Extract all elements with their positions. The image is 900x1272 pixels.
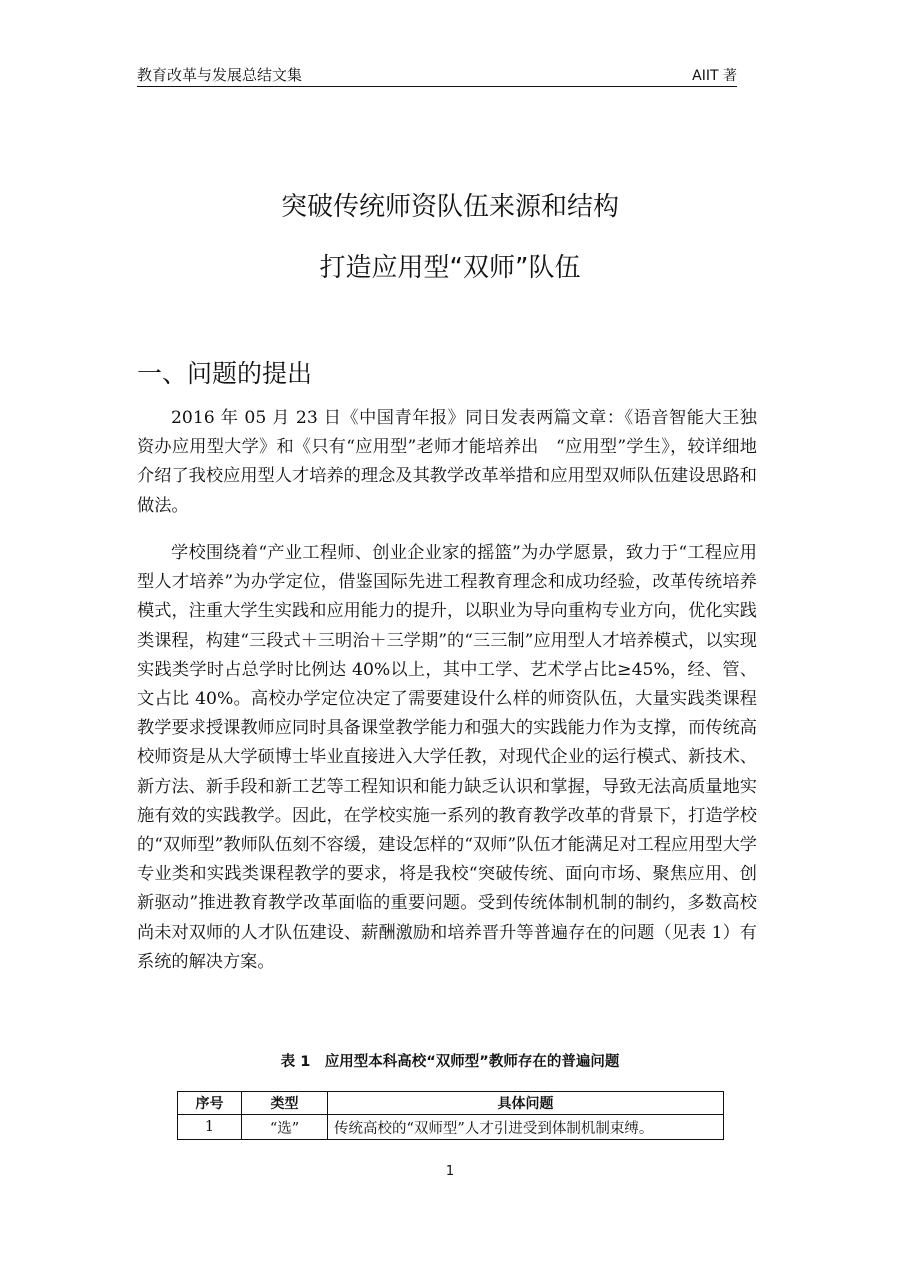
header-author: AIIT 著 bbox=[692, 68, 737, 84]
page-number: 1 bbox=[445, 1164, 455, 1179]
running-header bbox=[137, 66, 737, 87]
section-heading: 一、问题的提出 bbox=[137, 359, 313, 388]
body-paragraph: 2016 年 05 月 23 日《中国青年报》同日发表两篇文章：《语音智能大王独资办应用型大学》和《只有“应用型”老师才能培养出 “应用型”学生》，较详细地介绍了我校应用型人才培养的理念及其教学改革举措和应用型双师队伍建设思路和做法。 bbox=[137, 408, 757, 516]
column-header-type: 类型 bbox=[242, 1092, 328, 1115]
table-row bbox=[178, 1115, 724, 1140]
issues-table bbox=[177, 1091, 724, 1140]
cell-type: “选” bbox=[242, 1115, 328, 1140]
cell-number: 1 bbox=[178, 1115, 242, 1140]
document-title-line-2: 打造应用型“双师”队伍 bbox=[319, 253, 581, 283]
table-caption: 表 1 应用型本科高校“双师型”教师存在的普遍问题 bbox=[280, 1054, 620, 1070]
column-header-number: 序号 bbox=[178, 1092, 242, 1115]
document-title-line-1: 突破传统师资队伍来源和结构 bbox=[280, 192, 619, 222]
header-collection-title: 教育改革与发展总结文集 bbox=[137, 66, 303, 84]
body-paragraph: 学校围绕着“产业工程师、创业企业家的摇篮”为办学愿景，致力于“工程应用型人才培养”为办学定位，借鉴国际先进工程教育理念和成功经验，改革传统培养模式，注重大学生实践和应用能力的提升，以职业为导向重构专业方向，优化实践类课程，构建“三段式＋三明治＋三学期”的“三三制”应用型人才培养模式，以实现实践类学时占总学时比例达 40%以上，其中工学、艺术学占比≥45%，经、管、文占比 40%。高校办学定位决定了需要建设什么样的师资队伍，大量实践类课程教学要求授课教师应同时具备课堂教学能力和强大的实践能力作为支撑，而传统高校师资是从大学硕博士毕业直接进入大学任教，对现代企业的运行模式、新技术、新方法、新手段和新工艺等工程知识和能力缺乏认识和掌握，导致无法高质量地实施有效的实践教学。因此，在学校实施一系列的教育教学改革的背景下，打造学校的“双师型”教师队伍刻不容缓，建设怎样的“双师”队伍才能满足对工程应用型大学专业类和实践类课程教学的要求，将是我校“突破传统、面向市场、聚焦应用、创新驱动”推进教育教学改革面临的重要问题。受到传统体制机制的制约，多数高校尚未对双师的人才队伍建设、薪酬激励和培养晋升等普遍存在的问题（见表 1）有系统的解决方案。 bbox=[137, 543, 757, 972]
cell-issue: 传统高校的“双师型”人才引进受到体制机制束缚。 bbox=[328, 1115, 724, 1140]
table-header-row bbox=[178, 1092, 724, 1115]
column-header-issue: 具体问题 bbox=[328, 1092, 724, 1115]
